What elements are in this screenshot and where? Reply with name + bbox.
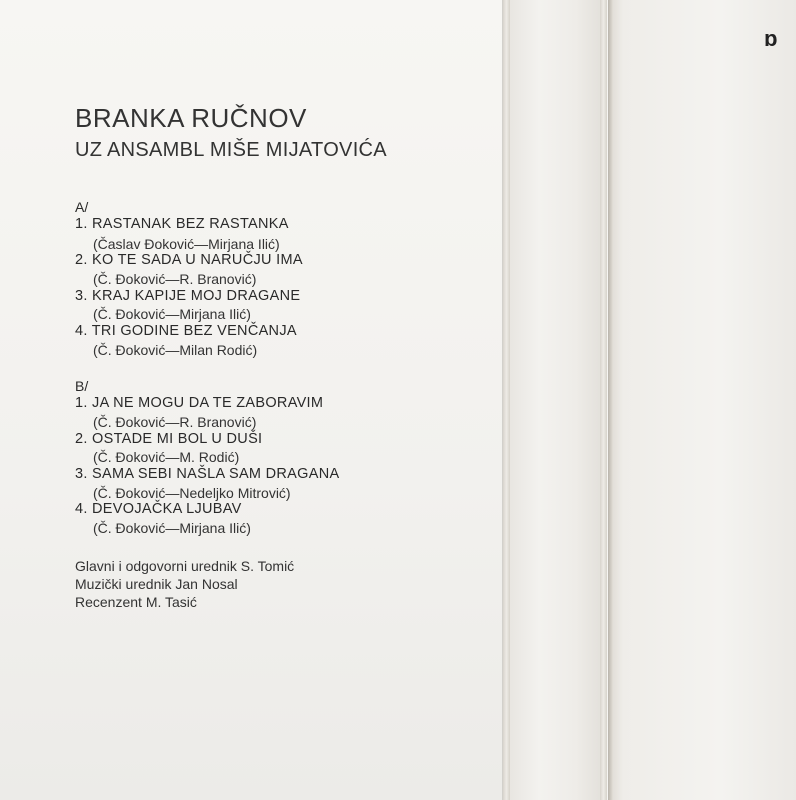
side-a-track-2-title: 2. KO TE SADA U NARUČJU IMA (75, 252, 303, 268)
spine-fold-right (600, 0, 607, 800)
side-b-track-3-title: 3. SAMA SEBI NAŠLA SAM DRAGANA (75, 466, 340, 482)
side-b-label: B/ (75, 378, 89, 394)
side-b-track-1-credit: (Č. Đoković—R. Branović) (93, 414, 257, 430)
side-a-track-1-title: 1. RASTANAK BEZ RASTANKA (75, 216, 289, 232)
side-a-track-2-credit: (Č. Đoković—R. Branović) (93, 271, 257, 287)
artist-name: BRANKA RUČNOV (75, 103, 307, 133)
side-a-track-3-credit: (Č. Đoković—Mirjana Ilić) (93, 306, 251, 322)
side-a-track-4-title: 4. TRI GODINE BEZ VENČANJA (75, 323, 297, 339)
side-a-track-3-title: 3. KRAJ KAPIJE MOJ DRAGANE (75, 288, 301, 304)
side-b-track-1-title: 1. JA NE MOGU DA TE ZABORAVIM (75, 395, 324, 411)
inlay-back-flap (608, 0, 796, 800)
corner-logo-mark: ɑ (764, 29, 778, 54)
spine-fold-left (503, 0, 510, 800)
flap-fold-edge (608, 0, 613, 800)
staff-music-editor: Muzički urednik Jan Nosal (75, 576, 238, 592)
ensemble-subtitle: UZ ANSAMBL MIŠE MIJATOVIĆA (75, 139, 387, 161)
side-b-track-2-title: 2. OSTADE MI BOL U DUŠI (75, 431, 263, 447)
side-b-track-3-credit: (Č. Đoković—Nedeljko Mitrović) (93, 485, 291, 501)
staff-editor-in-chief: Glavni i odgovorni urednik S. Tomić (75, 558, 295, 574)
side-a-track-4-credit: (Č. Đoković—Milan Rodić) (93, 342, 258, 358)
side-b-track-2-credit: (Č. Đoković—M. Rodić) (93, 449, 240, 465)
side-a-label: A/ (75, 199, 89, 215)
side-b-track-4-title: 4. DEVOJAČKA LJUBAV (75, 501, 242, 517)
side-a-track-1-credit: (Časlav Đoković—Mirjana Ilić) (93, 236, 280, 252)
staff-reviewer: Recenzent M. Tasić (75, 594, 197, 610)
inlay-spine (503, 0, 607, 800)
side-b-track-4-credit: (Č. Đoković—Mirjana Ilić) (93, 520, 251, 536)
